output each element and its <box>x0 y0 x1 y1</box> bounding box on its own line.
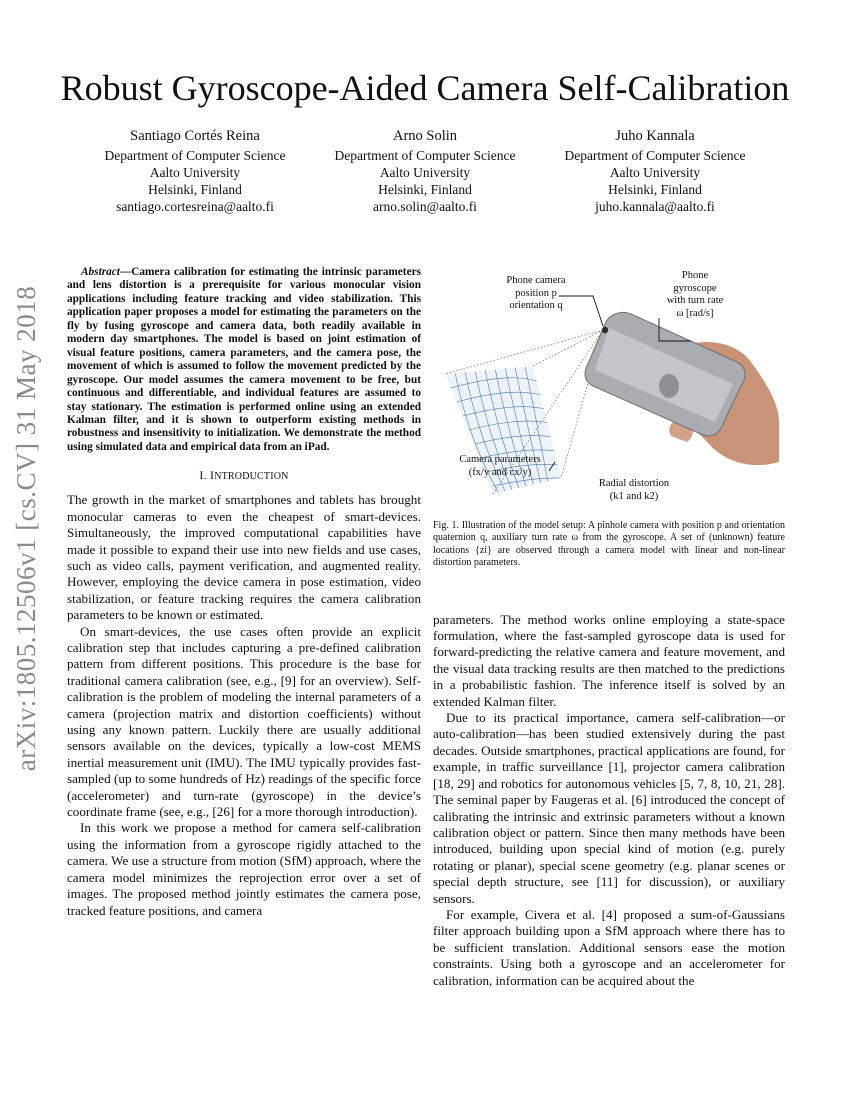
author-department: Department of Computer Science <box>334 148 516 163</box>
right-column <box>433 266 785 989</box>
label-gyro-line4: ω [rad/s] <box>676 307 714 319</box>
label-camera-position <box>481 275 591 313</box>
phone-illustration <box>585 312 745 436</box>
abstract-text: —Camera calibration for estimating the intrinsic parameters and lens distortion is a prerequisite for various monocular vision applications including feature tracking and video stabilization. This application paper proposes a model for estimating the parameters on the fly by fusing gyroscope and camera data, both readily available in modern day smartphones. The model is based on joint estimation of visual feature positions, camera parameters, and the camera pose, the movement of which is assumed to follow the movement predicted by the gyroscope. Our model assumes the camera movement to be free, but continuous and differentiable, and individual features are assumed to stay stationary. The estimation is performed online using an extended Kalman filter, and it is shown to outperform existing methods in robustness and insensitivity to initialization. We demonstrate the method using simulated data and empirical data from an iPad. <box>67 266 421 453</box>
author-name: Santiago Cortés Reina <box>130 128 260 144</box>
author-email[interactable]: santiago.cortesreina@aalto.fi <box>116 199 274 214</box>
paper-title: Robust Gyroscope-Aided Camera Self-Calibration <box>60 68 790 108</box>
paragraph: On smart-devices, the use cases often provide an explicit calibration step that includes capturing a pre-defined calibration pattern from different positions. This procedure is the base for traditional camera calibration (see, e.g., [9] for an overview). Self-calibration is the problem of modeling the internal parameters of a camera (projection matrix and distortion coefficients) without using any known pattern. Luckily there are usually additional sensors available on the devices, typically a low-cost MEMS inertial measurement unit (IMU). The IMU typically provides fast-sampled (up to some hundreds of Hz) readings of the specific force (accelerometer) and turn-rate (gyroscope) in the device’s coordinate frame (see, e.g., [26] for a more thorough introduction). <box>67 623 421 820</box>
label-radial-line1: Radial distortion <box>598 478 670 489</box>
left-column <box>67 266 421 919</box>
author-university: Aalto University <box>149 165 241 180</box>
section-title-rest: NTRODUCTION <box>214 471 289 483</box>
author-city: Helsinki, Finland <box>148 182 242 197</box>
arxiv-identifier <box>4 283 50 773</box>
section-number: I. <box>199 468 207 483</box>
label-gyro-line1: Phone <box>681 270 709 281</box>
label-camera-line1: Phone camera <box>506 275 566 286</box>
label-camera-line3: orientation q <box>509 300 563 311</box>
figure-caption: Fig. 1. Illustration of the model setup: A pinhole camera with position p and orientation quaternion q, auxiliary turn rate ω from the gyroscope. A set of (unknown) feature locations {zi} are observed through a camera model with linear and non-linear distortion parameters. <box>433 520 785 569</box>
abstract-label: Abstract <box>81 266 120 278</box>
author-3 <box>540 128 770 215</box>
author-department: Department of Computer Science <box>104 148 286 163</box>
author-city: Helsinki, Finland <box>378 182 472 197</box>
label-camera-parameters <box>445 454 555 479</box>
author-department: Department of Computer Science <box>564 148 746 163</box>
paragraph: For example, Civera et al. [4] proposed a sum-of-Gaussians filter approach building upon a SfM approach where there has to be sufficient translation. Additional sensors ease the motion constraints. Using both a gyroscope and an accelerometer for calibration, information can be acquired about the <box>433 906 785 988</box>
author-university: Aalto University <box>609 165 701 180</box>
label-gyro-line2: gyroscope <box>673 282 717 294</box>
label-radial-line2: (k1 and k2) <box>609 490 659 502</box>
abstract <box>67 266 421 454</box>
figure-1 <box>433 266 785 506</box>
label-camera-line2: position p <box>515 287 557 299</box>
label-gyroscope <box>655 270 735 320</box>
section-title-initial: I <box>209 468 215 483</box>
label-gyro-line3: with turn rate <box>666 295 724 306</box>
section-heading-introduction <box>67 468 421 483</box>
paragraph: The growth in the market of smartphones and tablets has brought monocular cameras to even the cheapest of smart-devices. Simultaneously, the improved computational capabilities have made it possible to expand their use into new fields and use cases, such as video calls, payment verification, and augmented reality. However, employing the device camera in pose estimation, video stabilization, or feature tracking requires the camera calibration parameters to be known or estimated. <box>67 492 421 623</box>
label-params-line1: Camera parameters <box>459 454 541 465</box>
author-email[interactable]: arno.solin@aalto.fi <box>373 199 477 214</box>
paragraph: parameters. The method works online employing a state-space formulation, where the fast-sampled gyroscope data is used for forward-predicting the relative camera and feature movement, and the visual data tracking results are then matched to the predictions in a probabilistic fashion. The inference itself is solved by an extended Kalman filter. <box>433 611 785 709</box>
author-email[interactable]: juho.kannala@aalto.fi <box>595 199 715 214</box>
label-params-line2: (fx/y and cx/y) <box>468 466 532 478</box>
author-name: Arno Solin <box>392 128 458 144</box>
author-name: Juho Kannala <box>615 128 695 144</box>
paragraph: Due to its practical importance, camera self-calibration—or auto-calibration—has been studied extensively during the past decades. Outside smartphones, practical applications are found, for example, in traffic surveillance [1], projector camera calibration [18, 29] and robotics for autonomous vehicles [5, 7, 8, 10, 21, 28]. The seminal paper by Faugeras et al. [6] introduced the concept of calibrating the intrinsic and extrinsic parameters without a known calibration object or pattern. Since then many methods have been introduced, building upon special kind of motion (e.g. purely rotating or planar), special scene geometry (e.g. planar scenes or special depth structure, see [11] for discussion), or auxiliary sensors. <box>433 710 785 906</box>
paragraph: In this work we propose a method for camera self-calibration using the information from a gyroscope rigidly attached to the camera. We use a structure from motion (SfM) approach, where the camera model minimizes the reprojection error over a set of images. The proposed method jointly estimates the camera pose, tracked feature positions, and camera <box>67 820 421 918</box>
arxiv-identifier-text: arXiv:1805.12506v1 [cs.CV] 31 May 2018 <box>11 285 42 771</box>
author-2 <box>310 128 540 215</box>
author-city: Helsinki, Finland <box>608 182 702 197</box>
author-block <box>80 128 770 215</box>
author-university: Aalto University <box>379 165 471 180</box>
author-1 <box>80 128 310 215</box>
label-radial-distortion <box>579 478 689 503</box>
